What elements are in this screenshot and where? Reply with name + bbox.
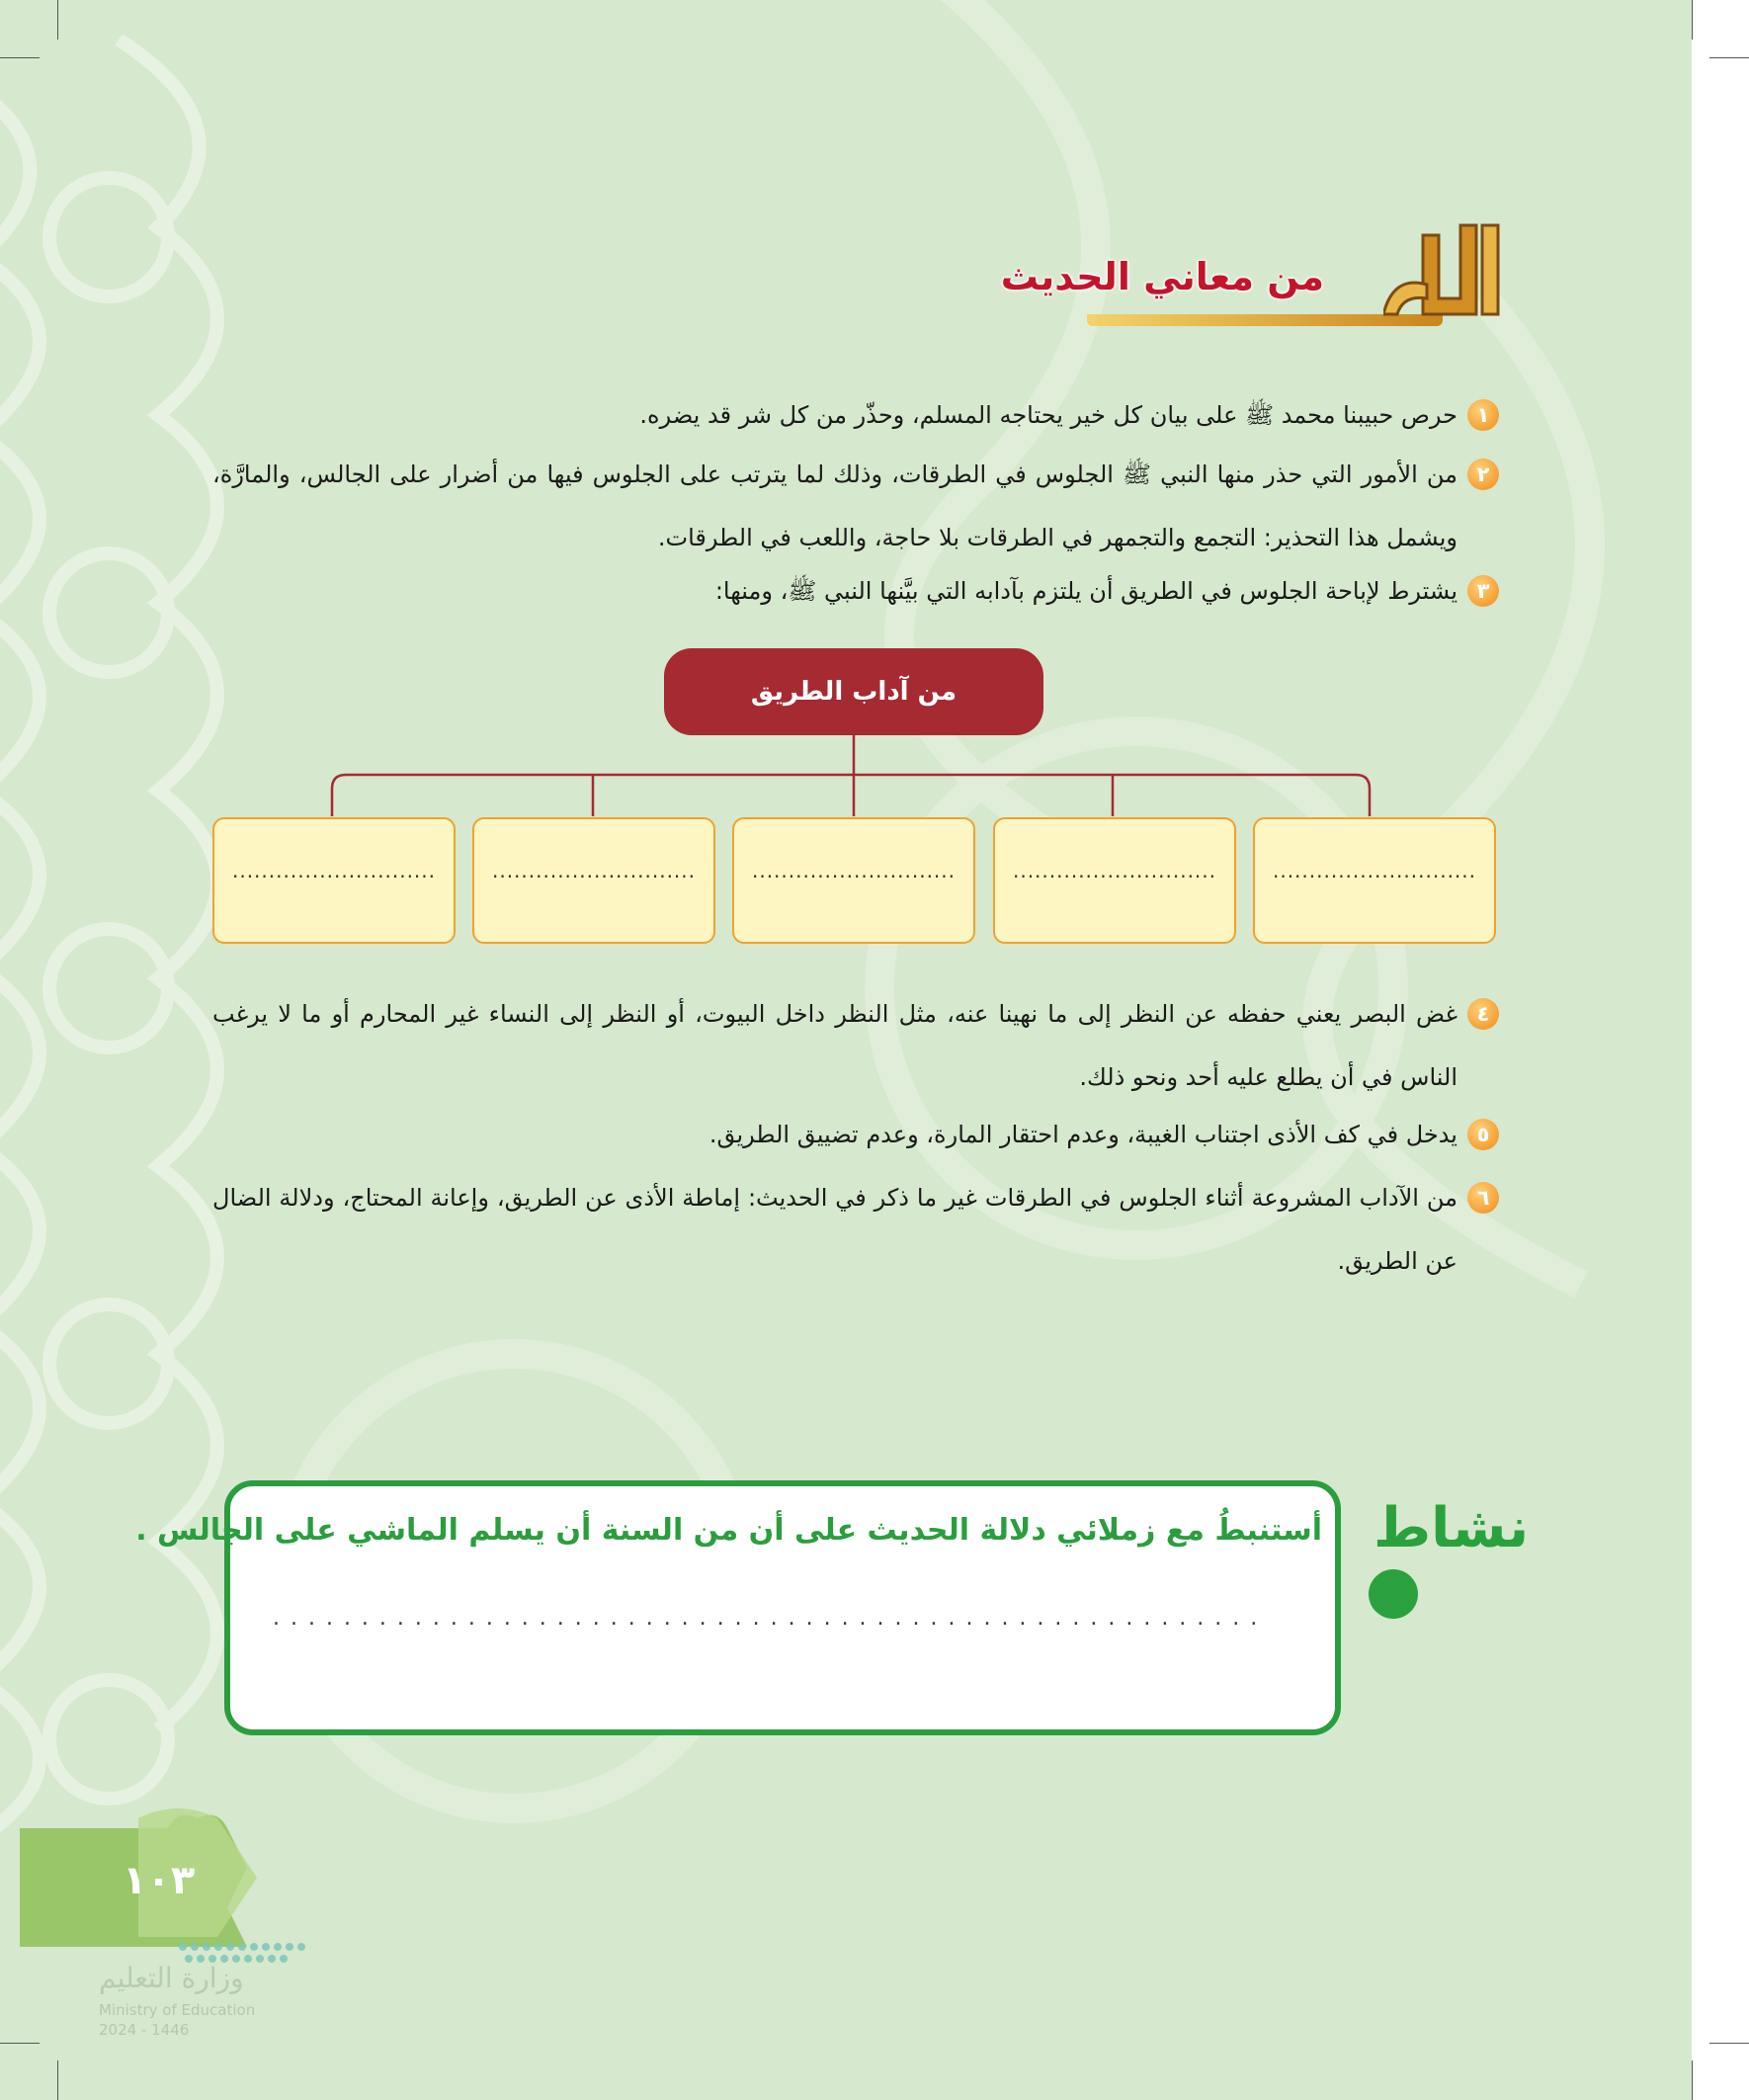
point-text: يشترط لإباحة الجلوس في الطريق أن يلتزم بآدابه التي بيَّنها النبي ﷺ، ومنها: (714, 577, 1458, 605)
number-badge: ٣ (1467, 575, 1499, 607)
diagram-title: من آداب الطريق (664, 648, 1043, 735)
list-item (212, 982, 1490, 1109)
number-badge: ٥ (1467, 1119, 1499, 1150)
crop-mark (1709, 2043, 1749, 2044)
section-title: من معاني الحديث (1000, 255, 1324, 298)
ministry-name-arabic: وزارة التعليم (99, 1962, 244, 1994)
point-text: يدخل في كف الأذى اجتناب الغيبة، وعدم احتقار المارة، وعدم تضييق الطريق. (708, 1121, 1458, 1148)
activity-prompt: أستنبطُ مع زملائي دلالة الحديث على أن من السنة أن يسلم الماشي على الجالس . (135, 1513, 1322, 1548)
number-badge: ١ (1467, 399, 1499, 431)
box-blank: ............................ (231, 859, 436, 882)
number-badge: ٢ (1467, 459, 1499, 490)
edition-year: 2024 - 1446 (99, 2021, 190, 2039)
page-number: ١٠٣ (123, 1858, 196, 1903)
crop-mark (57, 2060, 58, 2100)
point-text: حرص حبيبنا محمد ﷺ على بيان كل خير يحتاجه المسلم، وحذّر من كل شر قد يضره. (639, 401, 1458, 429)
answer-line[interactable]: . . . . . . . . . . . . . . . . . . . . . . . . . . . . . . . . . . . . . . . . . . . . . . . . . . . . . . . . (273, 1606, 1260, 1631)
activity-label: نشاط (1374, 1496, 1530, 1560)
activity-panel (135, 1479, 1342, 1736)
number-badge: ٤ (1467, 998, 1499, 1030)
list-item (331, 1103, 1490, 1166)
crop-mark (0, 2043, 40, 2044)
list-item (212, 1166, 1490, 1293)
point-text: من الأمور التي حذر منها النبي ﷺ الجلوس في الطرقات، وذلك لما يترتب على الجلوس فيها من أضرار على الجالس، والمارَّة، ويشمل هذا التحذير: التجمع والتجمهر في الطرقات بلا حاجة، واللعب في الطرقات. (212, 461, 1458, 551)
diagram-box[interactable] (212, 817, 456, 944)
box-blank: ............................ (751, 859, 956, 882)
diagram-box[interactable] (1253, 817, 1496, 944)
activity-dot-icon (1369, 1569, 1418, 1619)
ministry-name-english: Ministry of Education (99, 2001, 256, 2019)
box-blank: ............................ (1272, 859, 1476, 882)
point-text: من الآداب المشروعة أثناء الجلوس في الطرقات غير ما ذكر في الحديث: إماطة الأذى عن الطريق، وإعانة المحتاج، ودلالة الضال عن الطريق. (212, 1184, 1458, 1275)
box-blank: ............................ (1012, 859, 1216, 882)
number-badge: ٦ (1467, 1182, 1499, 1214)
diagram-box[interactable] (732, 817, 975, 944)
point-text: غض البصر يعني حفظه عن النظر إلى ما نهينا عنه، مثل النظر داخل البيوت، أو النظر إلى النساء غير المحارم أو ما لا يرغب الناس في أن يطلع عليه أحد ونحو ذلك. (212, 1000, 1458, 1091)
box-blank: ............................ (491, 859, 696, 882)
crop-mark (1692, 2060, 1693, 2100)
diagram-box[interactable] (993, 817, 1236, 944)
diagram-box[interactable] (472, 817, 715, 944)
